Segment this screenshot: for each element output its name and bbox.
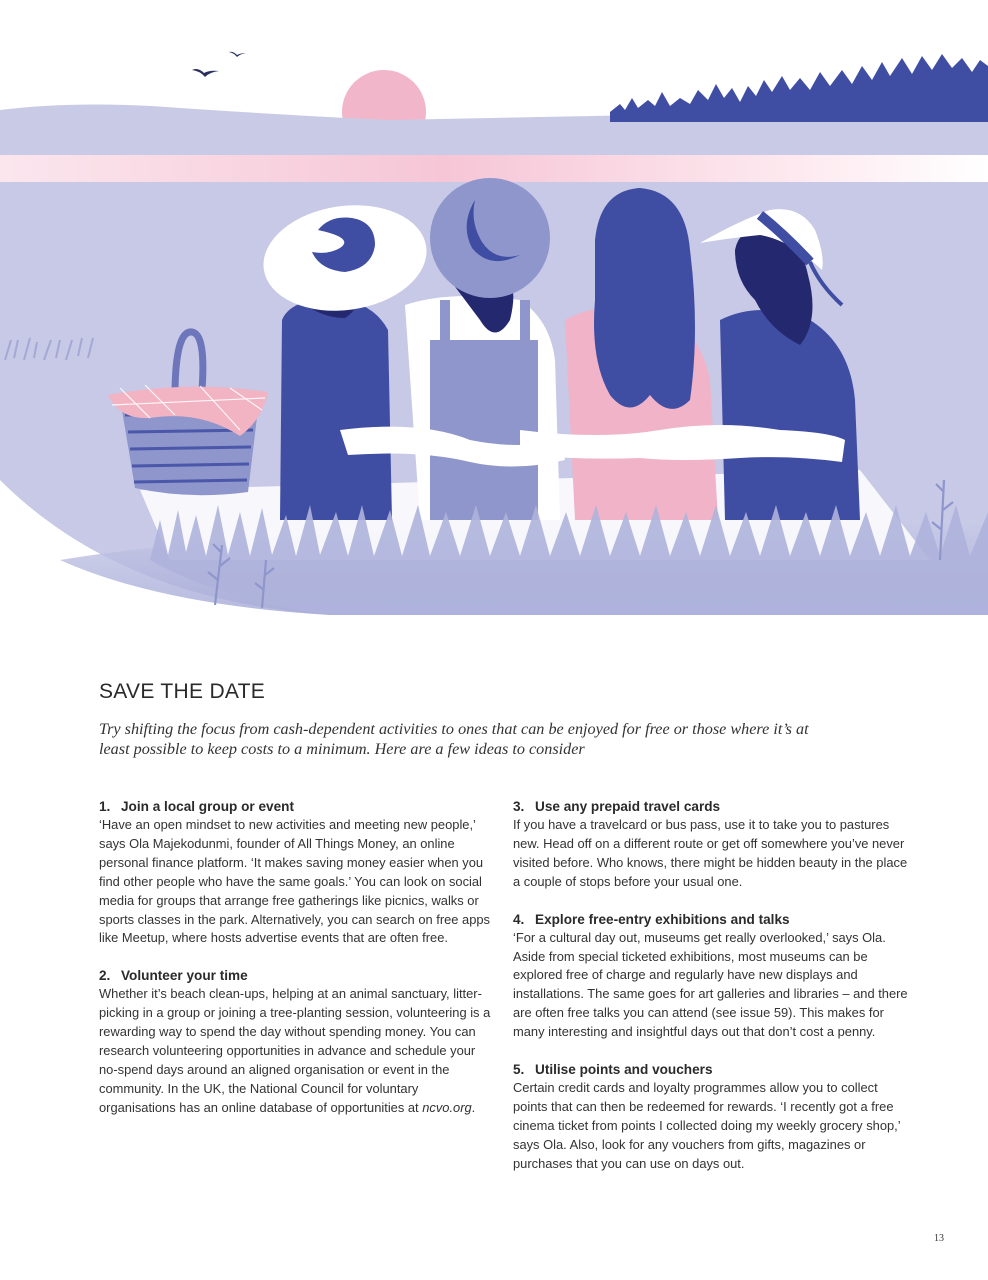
tip-number: 3.: [513, 799, 525, 814]
hero-illustration: [0, 0, 988, 620]
tip-number: 1.: [99, 799, 111, 814]
tip-item: [99, 797, 494, 948]
tip-body-text: Whether it’s beach clean-ups, helping at an animal sanctuary, litter-picking in a group or joining a tree-planting session, volunteering is a rewarding way to spend the day without spending money. You can research volunteering opportunities in advance and schedule your no-spend days around an aligned organisation or event in the community. In the UK, the National Council for voluntary organisations has an online database of opportunities at: [99, 986, 491, 1115]
section-title: SAVE THE DATE: [99, 680, 266, 703]
tip-heading: [513, 910, 908, 929]
ncvo-link[interactable]: ncvo.org: [422, 1099, 472, 1115]
tip-body: [99, 985, 494, 1117]
tip-heading-text: Explore free-entry exhibitions and talks: [535, 911, 790, 927]
tip-number: 5.: [513, 1062, 525, 1078]
treeline: [610, 54, 988, 122]
birds-icon: [192, 52, 246, 77]
tip-heading-text: Utilise points and vouchers: [535, 1062, 713, 1078]
tip-heading: [513, 797, 908, 816]
friends-picnic-illustration: [0, 0, 988, 620]
tip-item: [513, 910, 908, 1042]
tip-heading: [99, 966, 494, 985]
tip-heading-text: Join a local group or event: [121, 799, 294, 814]
standfirst: Try shifting the focus from cash-dependent activities to ones that can be enjoyed for free or those where it’s at least possible to keep costs to a minimum. Here are a few ideas to consider: [99, 720, 809, 758]
tip-item: [99, 966, 494, 1117]
tip-item: [513, 797, 908, 892]
tip-heading-text: Volunteer your time: [121, 968, 248, 984]
tip-body: Certain credit cards and loyalty programmes allow you to collect points that can then be redeemed for rewards. ‘I recently got a free cinema ticket from points I collected doing my weekly grocery shop,’ says Ola. Also, look for any vouchers from gifts, magazines or purchases that you can use on days out.: [513, 1080, 901, 1171]
left-column: [99, 797, 494, 1136]
tip-heading: [99, 797, 494, 816]
tip-heading-text: Use any prepaid travel cards: [535, 799, 721, 814]
tip-body: ‘For a cultural day out, museums get really overlooked,’ says Ola. Aside from special ticketed exhibitions, most museums can be explored free of charge and regularly have new displays and installations. The same goes for art galleries and libraries – and there are often free talks you can attend (see issue 59). This makes for many interesting and insightful days out that don’t cost a penny.: [513, 929, 908, 1040]
tip-number: 4.: [513, 911, 525, 927]
tip-item: [513, 1060, 908, 1174]
tip-number: 2.: [99, 968, 111, 984]
tip-body: If you have a travelcard or bus pass, use it to take you to pastures new. Head off on a different route or get off somewhere you’ve never visited before. Who knows, there might be hidden beauty in the place a couple of stops before your usual one.: [513, 817, 908, 889]
tip-body-end: .: [471, 1099, 476, 1115]
right-column: [513, 797, 908, 1192]
tip-heading: [513, 1060, 908, 1079]
page-number: 13: [934, 1233, 944, 1244]
tip-body: ‘Have an open mindset to new activities and meeting new people,’ says Ola Majekodunmi, founder of All Things Money, an online personal finance platform. ‘It makes saving money easier when you find other people who have the same goals.’ You can look on social media for groups that arrange free gatherings like picnics, walks or sports classes in the park. Alternatively, you can search on free apps like Meetup, where hosts advertise events that are often free.: [99, 817, 490, 946]
